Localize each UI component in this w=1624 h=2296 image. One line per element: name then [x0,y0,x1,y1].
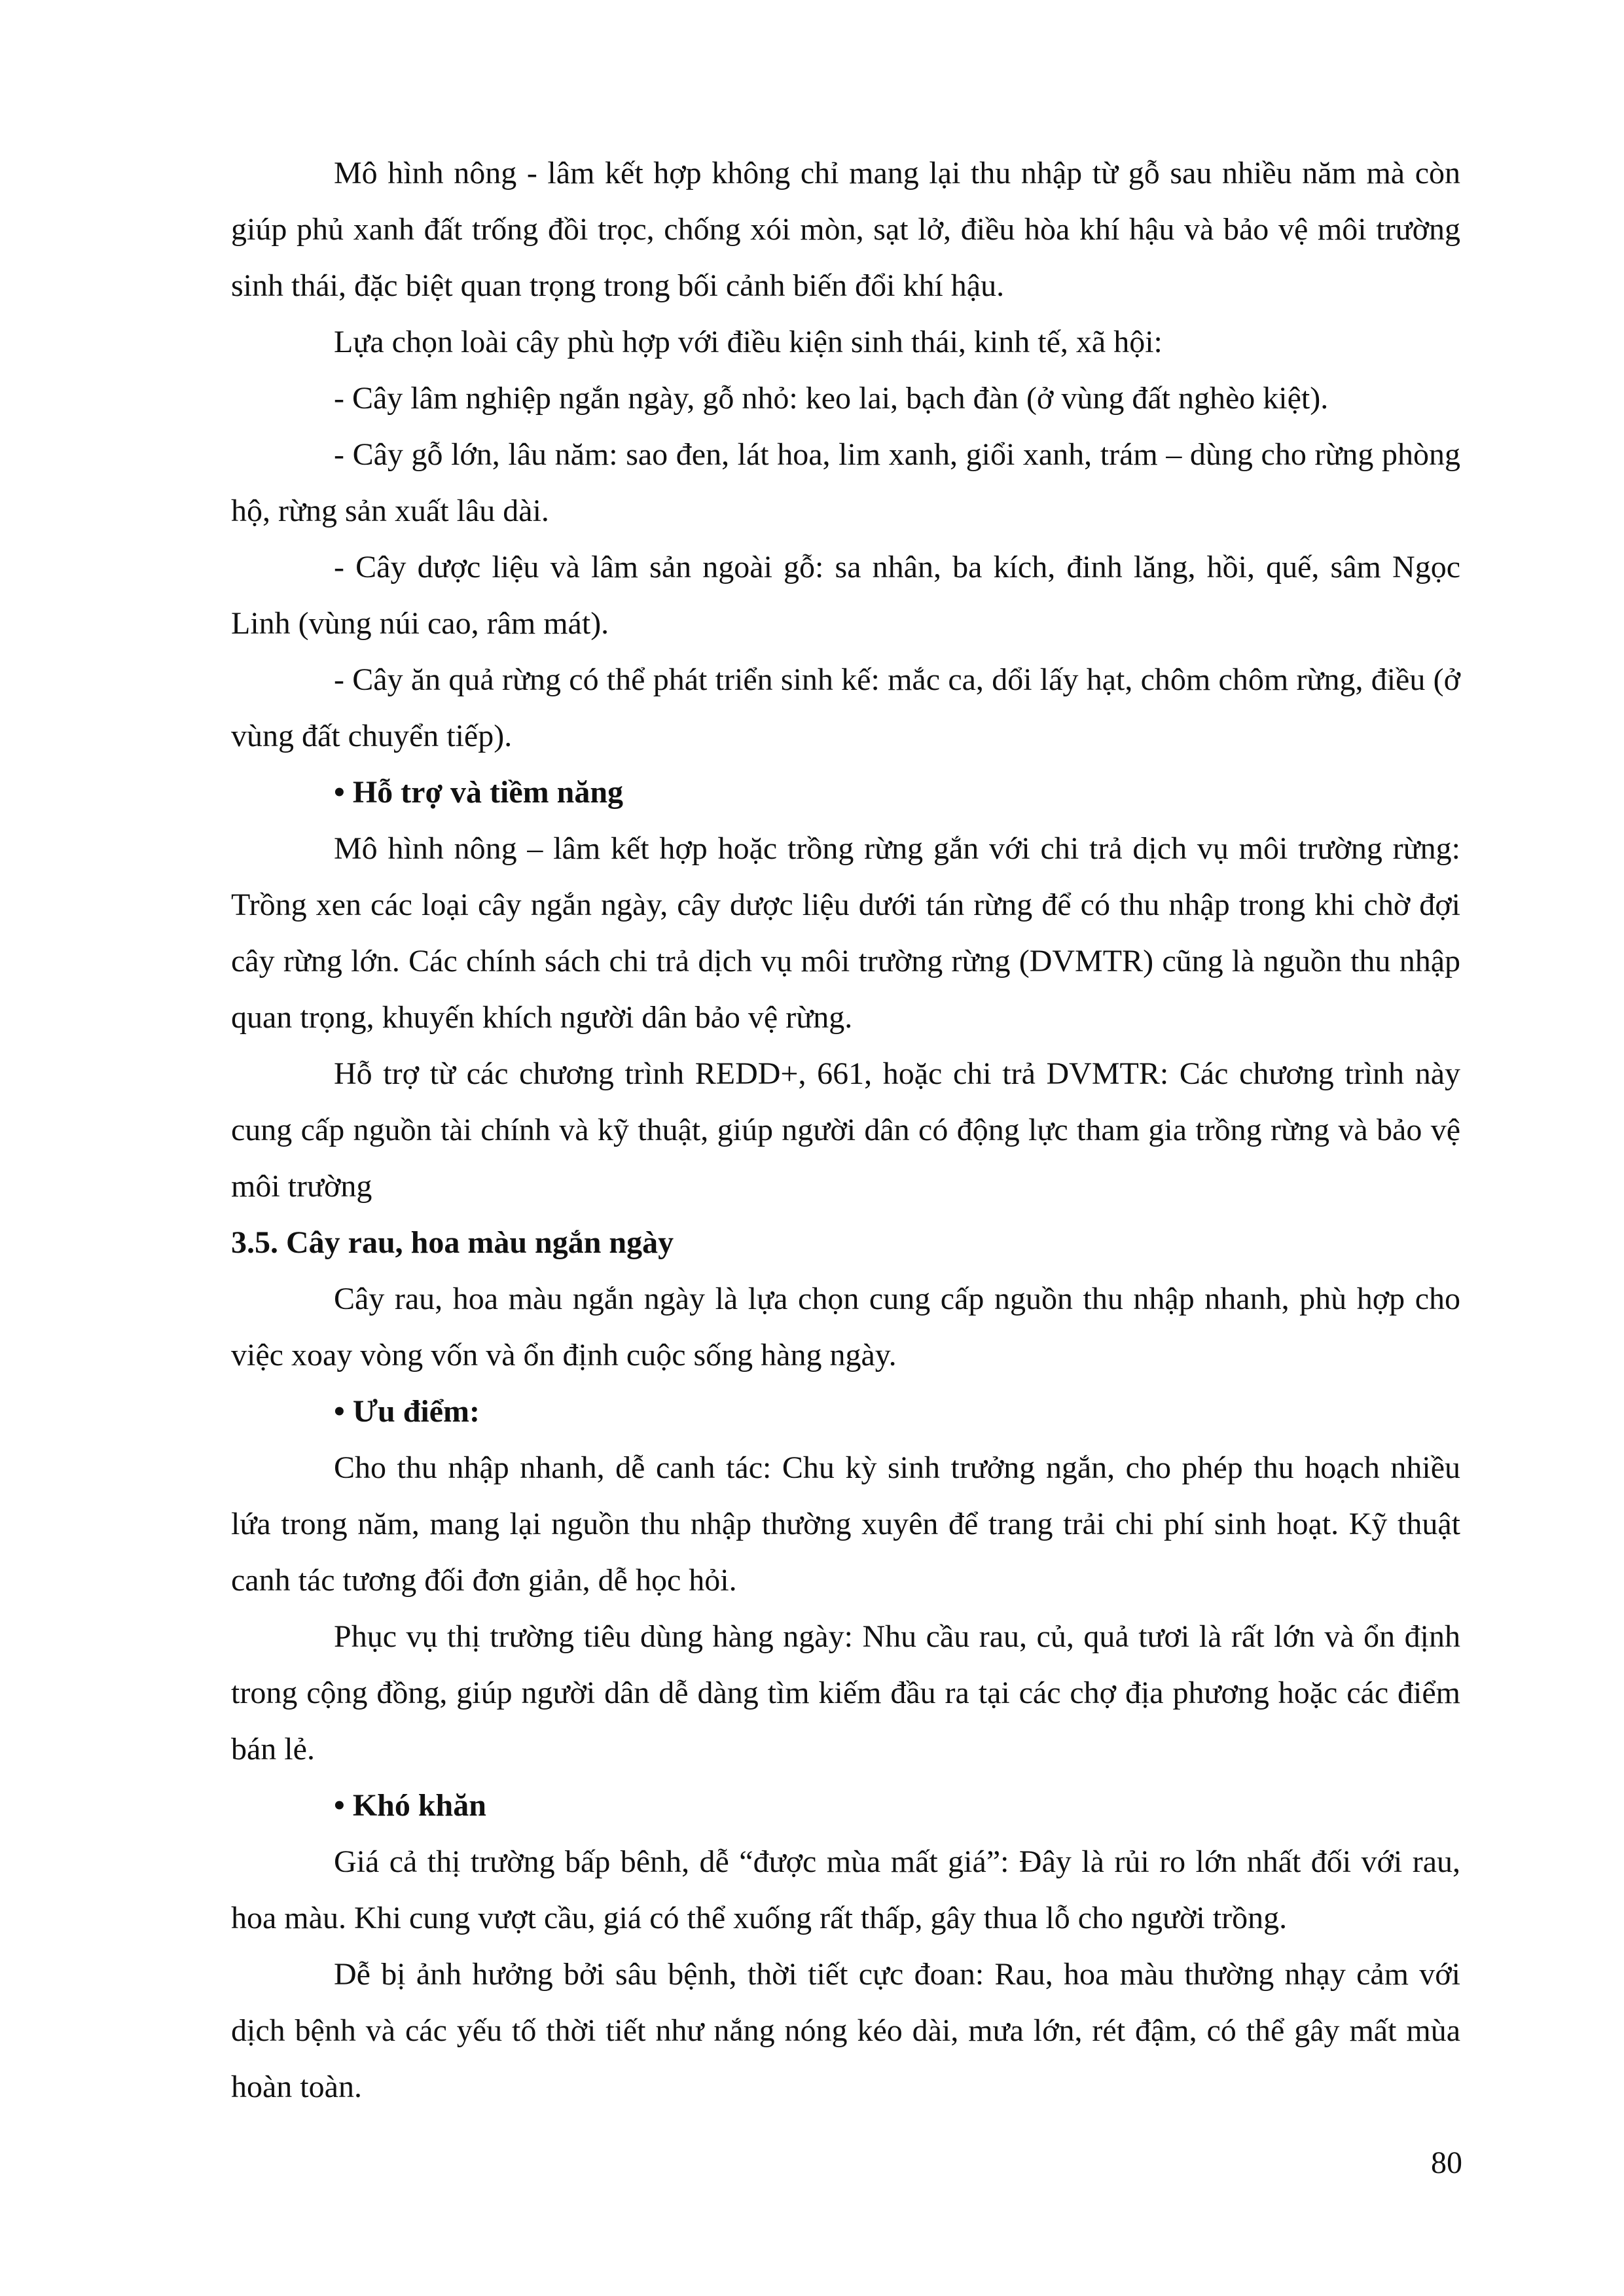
heading-advantages-label: Ưu điểm: [352,1394,480,1429]
bullet-icon: • [334,1394,345,1429]
page-body [231,145,1460,2115]
page-number: 80 [1431,2145,1462,2180]
paragraph-price-volatility: Giá cả thị trường bấp bênh, dễ “được mùa mất giá”: Đây là rủi ro lớn nhất đối với rau, hoa màu. Khi cung vượt cầu, giá có thể xuống rất thấp, gây thua lỗ cho người trồng. [231,1844,1460,1935]
paragraph-daily-market: Phục vụ thị trường tiêu dùng hàng ngày: Nhu cầu rau, củ, quả tươi là rất lớn và ổn định trong cộng đồng, giúp người dân dễ dàng tìm kiếm đầu ra tại các chợ địa phương hoặc các điểm bán lẻ. [231,1619,1460,1767]
paragraph-agroforestry-benefits: Mô hình nông - lâm kết hợp không chỉ mang lại thu nhập từ gỗ sau nhiều năm mà còn giúp phủ xanh đất trống đồi trọc, chống xói mòn, sạt lở, điều hòa khí hậu và bảo vệ môi trường sinh thái, đặc biệt quan trọng trong bối cảnh biến đổi khí hậu. [231,156,1460,303]
paragraph-vegetables-intro: Cây rau, hoa màu ngắn ngày là lựa chọn cung cấp nguồn thu nhập nhanh, phù hợp cho việc xoay vòng vốn và ổn định cuộc sống hàng ngày. [231,1282,1460,1372]
list-item-forest-fruit-trees: - Cây ăn quả rừng có thể phát triển sinh kế: mắc ca, dổi lấy hạt, chôm chôm rừng, điều (ở vùng đất chuyển tiếp). [231,662,1460,753]
paragraph-forest-payment: Mô hình nông – lâm kết hợp hoặc trồng rừng gắn với chi trả dịch vụ môi trường rừng: Trồng xen các loại cây ngắn ngày, cây dược liệu dưới tán rừng để có thu nhập trong khi chờ đợi cây rừng lớn. Các chính sách chi trả dịch vụ môi trường rừng (DVMTR) cũng là nguồn thu nhập quan trọng, khuyến khích người dân bảo vệ rừng. [231,831,1460,1035]
bullet-icon: • [334,775,345,810]
heading-difficulties-label: Khó khăn [352,1788,486,1823]
heading-support-potential [231,764,1460,821]
list-item-large-timber-trees: - Cây gỗ lớn, lâu năm: sao đen, lát hoa, lim xanh, giổi xanh, trám – dùng cho rừng phòng hộ, rừng sản xuất lâu dài. [231,437,1460,528]
heading-difficulties [231,1778,1460,1834]
section-title: 3.5. Cây rau, hoa màu ngắn ngày [231,1225,674,1260]
list-item-medicinal-plants: - Cây dược liệu và lâm sản ngoài gỗ: sa nhân, ba kích, đinh lăng, hồi, quế, sâm Ngọc Linh (vùng núi cao, râm mát). [231,550,1460,641]
bullet-icon: • [334,1788,345,1823]
list-item-short-rotation-trees: - Cây lâm nghiệp ngắn ngày, gỗ nhỏ: keo lai, bạch đàn (ở vùng đất nghèo kiệt). [334,381,1329,416]
heading-advantages [231,1384,1460,1440]
paragraph-species-selection: Lựa chọn loài cây phù hợp với điều kiện sinh thái, kinh tế, xã hội: [334,325,1163,359]
heading-support-potential-label: Hỗ trợ và tiềm năng [352,775,624,810]
paragraph-redd-support: Hỗ trợ từ các chương trình REDD+, 661, hoặc chi trả DVMTR: Các chương trình này cung cấp nguồn tài chính và kỹ thuật, giúp người dân có động lực tham gia trồng rừng và bảo vệ môi trường [231,1056,1460,1204]
paragraph-fast-income: Cho thu nhập nhanh, dễ canh tác: Chu kỳ sinh trưởng ngắn, cho phép thu hoạch nhiều lứa trong năm, mang lại nguồn thu nhập thường xuyên để trang trải chi phí sinh hoạt. Kỹ thuật canh tác tương đối đơn giản, dễ học hỏi. [231,1450,1460,1598]
paragraph-pests-weather: Dễ bị ảnh hưởng bởi sâu bệnh, thời tiết cực đoan: Rau, hoa màu thường nhạy cảm với dịch bệnh và các yếu tố thời tiết như nắng nóng kéo dài, mưa lớn, rét đậm, có thể gây mất mùa hoàn toàn. [231,1957,1460,2104]
